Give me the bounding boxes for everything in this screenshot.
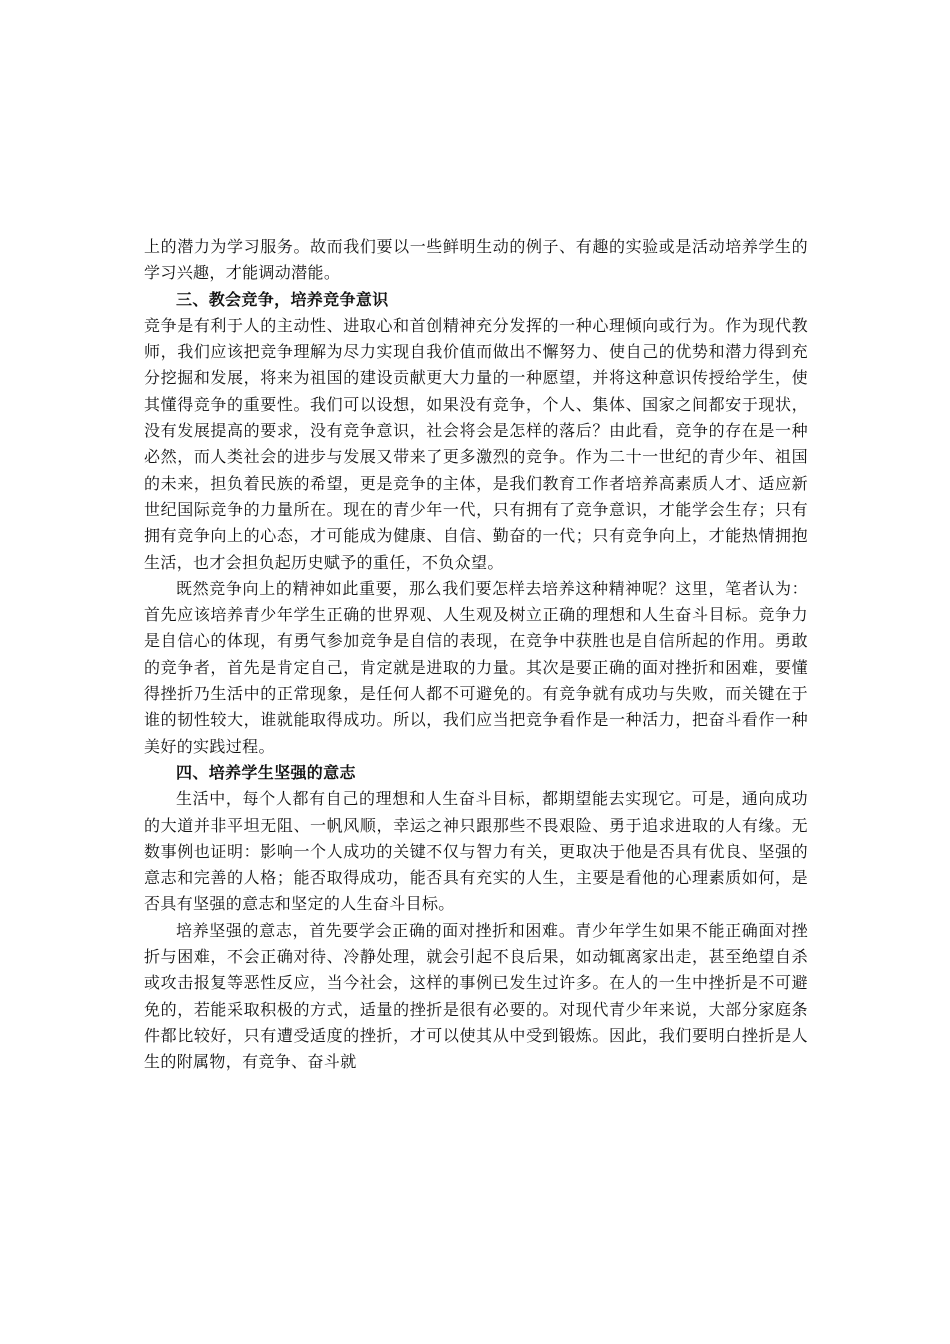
section-heading-4: 四、培养学生坚强的意志 bbox=[176, 762, 356, 782]
paragraph-frustration: 培养坚强的意志，首先要学会正确的面对挫折和困难。青少年学生如果不能正确面对挫折与困难，不会正确对待、冷静处理，就会引起不良后果，如动辄离家出走，甚至绝望自杀或攻击报复等恶性反应，当今社会，这样的事例已发生过许多。在人的一生中挫折是不可避免的，若能采取积极的方式，适量的挫折是很有必要的。对现代青少年来说，大部分家庭条件都比较好，只有遭受适度的挫折，才可以使其从中受到锻炼。因此，我们要明白挫折是人生的附属物，有竞争、奋斗就 bbox=[144, 920, 808, 1072]
paragraph-continuation: 上的潜力为学习服务。故而我们要以一些鲜明生动的例子、有趣的实验或是活动培养学生的学习兴趣，才能调动潜能。 bbox=[144, 237, 808, 283]
section-heading-3: 三、教会竞争，培养竞争意识 bbox=[176, 289, 389, 309]
document-body bbox=[144, 234, 808, 1076]
paragraph-cultivate-spirit: 既然竞争向上的精神如此重要，那么我们要怎样去培养这种精神呢？这里，笔者认为：首先应该培养青少年学生正确的世界观、人生观及树立正确的理想和人生奋斗目标。竞争力是自信心的体现，有勇气参加竞争是自信的表现，在竞争中获胜也是自信所起的作用。勇敢的竞争者，首先是肯定自己，肯定就是进取的力量。其次是要正确的面对挫折和困难，要懂得挫折乃生活中的正常现象，是任何人都不可避免的。有竞争就有成功与失败，而关键在于谁的韧性较大，谁就能取得成功。所以，我们应当把竞争看作是一种活力，把奋斗看作一种美好的实践过程。 bbox=[144, 578, 808, 756]
paragraph-competition: 竞争是有利于人的主动性、进取心和首创精神充分发挥的一种心理倾向或行为。作为现代教师，我们应该把竞争理解为尽力实现自我价值而做出不懈努力、使自己的优势和潜力得到充分挖掘和发展，将来为祖国的建设贡献更大力量的一种愿望，并将这种意识传授给学生，使其懂得竞争的重要性。我们可以设想，如果没有竞争，个人、集体、国家之间都安于现状，没有发展提高的要求，没有竞争意识，社会将会是怎样的落后？由此看，竞争的存在是一种必然，而人类社会的进步与发展又带来了更多激烈的竞争。作为二十一世纪的青少年、祖国的未来，担负着民族的希望，更是竞争的主体，是我们教育工作者培养高素质人才、适应新世纪国际竞争的力量所在。现在的青少年一代，只有拥有了竞争意识，才能学会生存；只有拥有竞争向上的心态，才可能成为健康、自信、勤奋的一代；只有竞争向上，才能热情拥抱生活，也才会担负起历史赋予的重任，不负众望。 bbox=[144, 315, 808, 572]
paragraph-willpower: 生活中，每个人都有自己的理想和人生奋斗目标，都期望能去实现它。可是，通向成功的大道并非平坦无阻、一帆风顺，幸运之神只跟那些不畏艰险、勇于追求进取的人有缘。无数事例也证明：影响一个人成功的关键不仅与智力有关，更取决于他是否具有优良、坚强的意志和完善的人格；能否取得成功，能否具有充实的人生，主要是看他的心理素质如何，是否具有坚强的意志和坚定的人生奋斗目标。 bbox=[144, 789, 808, 914]
